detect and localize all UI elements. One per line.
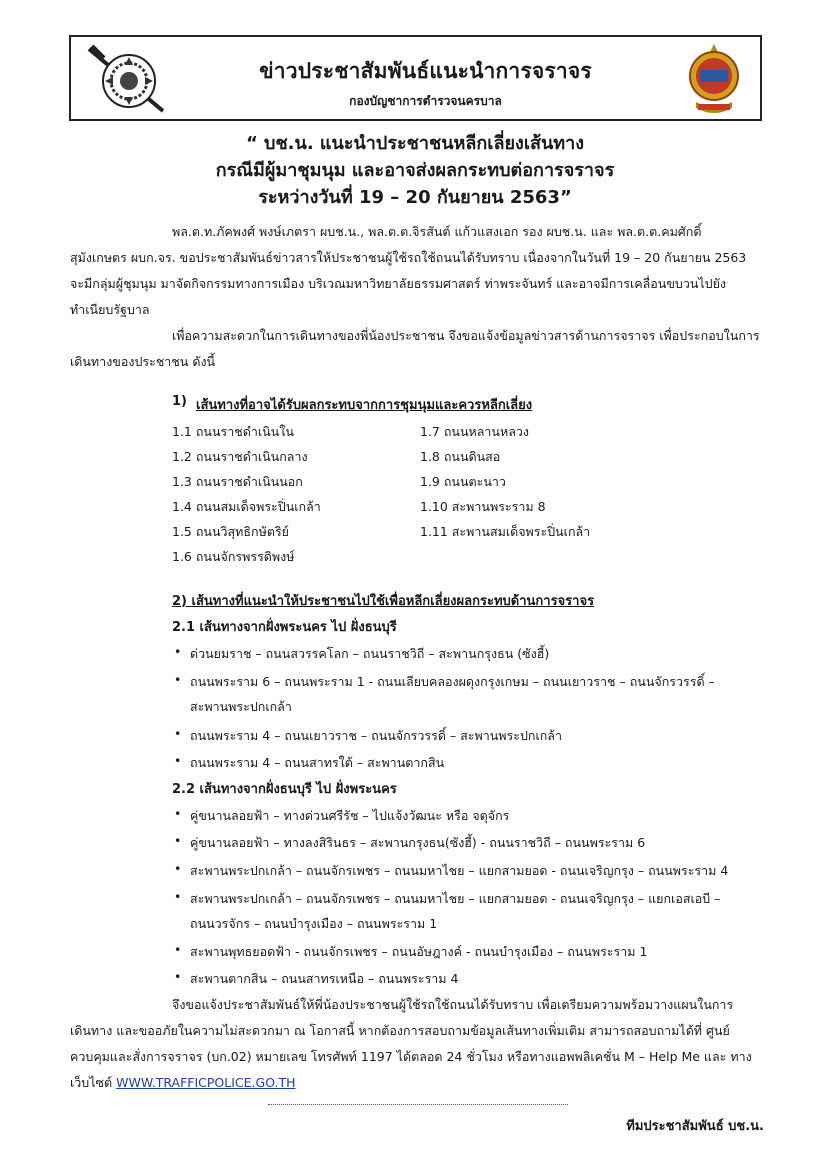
section-2-title: 2) เส้นทางที่แนะนำให้ประชาชนไปใช้เพื่อหลีกเลี่ยงผลกระทบด้านการจราจร <box>172 594 595 609</box>
route-1-4: 1.4 ถนนสมเด็จพระปิ่นเกล้า <box>172 499 321 514</box>
bullet-marker: • <box>174 861 182 876</box>
route-2-1-b: ถนนพระราม 6 – ถนนพระราม 1 - ถนนเลียบคลองผดุงกรุงเกษม – ถนนเยาวราช – ถนนจักรวรรดิ์ – <box>190 674 715 689</box>
bullet-marker: • <box>174 644 182 659</box>
headline-line-3: ระหว่างวันที่ 19 – 20 กันยายน 2563” <box>258 187 572 208</box>
route-2-2-d: สะพานพระปกเกล้า – ถนนจักรเพชร – ถนนมหาไชย – แยกสามยอด - ถนนเจริญกรุง – แยกเอสเอบี – <box>190 891 721 906</box>
route-2-1-c: ถนนพระราม 4 – ถนนเยาวราช – ถนนจักรวรรดิ์ – สะพานพระปกเกล้า <box>190 728 562 743</box>
route-1-2: 1.2 ถนนราชดำเนินกลาง <box>172 449 308 464</box>
route-2-2-f: สะพานตากสิน – ถนนสาทรเหนือ – ถนนพระราม 4 <box>190 971 459 986</box>
bullet-marker: • <box>174 889 182 904</box>
headline-line-1: “ บช.น. แนะนำประชาชนหลีกเลี่ยงเส้นทาง <box>245 133 585 154</box>
purpose-line-1: เพื่อความสะดวกในการเดินทางของพี่น้องประชาชน จึงขอแจ้งข้อมูลข่าวสารด้านการจราจร เพื่อประกอบในการ <box>172 328 760 343</box>
closing-line-2: เดินทาง และขออภัยในความไม่สะดวกมา ณ โอกาสนี้ หากต้องการสอบถามข้อมูลเส้นทางเพิ่มเติม สามารถสอบถามได้ที่ ศูนย์ <box>70 1023 730 1038</box>
bullet-marker: • <box>174 806 182 821</box>
intro-line-4: ทำเนียบรัฐบาล <box>70 302 150 317</box>
website-link[interactable]: WWW.TRAFFICPOLICE.GO.TH <box>116 1075 296 1090</box>
closing-line-3: ควบคุมและสั่งการจราจร (บก.02) หมายเลข โทรศัพท์ 1197 ได้ตลอด 24 ชั่วโมง หรือทางแอพพลิเคชั่น M – Help Me และ ทาง <box>70 1049 752 1064</box>
route-2-2-e: สะพานพุทธยอดฟ้า - ถนนจักรเพชร – ถนนอัษฎางค์ - ถนนบำรุงเมือง – ถนนพระราม 1 <box>190 944 648 959</box>
route-1-6: 1.6 ถนนจักรพรรดิพงษ์ <box>172 549 295 564</box>
route-1-11: 1.11 สะพานสมเด็จพระปิ่นเกล้า <box>420 524 591 539</box>
bullet-marker: • <box>174 672 182 687</box>
route-2-1-d: ถนนพระราม 4 – ถนนสาทรใต้ – สะพานตากสิน <box>190 755 445 770</box>
route-1-3: 1.3 ถนนราชดำเนินนอก <box>172 474 303 489</box>
signature: ทีมประชาสัมพันธ์ บช.น. <box>626 1119 764 1134</box>
bullet-marker: • <box>174 969 182 984</box>
section-1-number: 1) <box>172 394 187 409</box>
route-1-10: 1.10 สะพานพระราม 8 <box>420 499 546 514</box>
intro-line-3: จะมีกลุ่มผู้ชุมนุม มาจัดกิจกรรมทางการเมือง บริเวณมหาวิทยาลัยธรรมศาสตร์ ท่าพระจันทร์ และอาจมีการเคลื่อนขบวนไปยัง <box>70 276 727 291</box>
intro-line-2: สุมังเกษตร ผบก.จร. ขอประชาสัมพันธ์ข่าวสารให้ประชาชนผู้ใช้รถใช้ถนนได้รับทราบ เนื่องจากในวันที่ 19 – 20 กันยายน 2563 <box>70 250 747 265</box>
letterhead <box>69 35 762 121</box>
bullet-marker: • <box>174 942 182 957</box>
intro-line-1: พล.ต.ท.ภัคพงศ์ พงษ์เภตรา ผบช.น., พล.ต.ต.จิรสันต์ แก้วแสงเอก รอง ผบช.น. และ พล.ต.ต.คมศักดิ์ <box>172 224 702 239</box>
purpose-line-2: เดินทางของประชาชน ดังนี้ <box>70 354 216 369</box>
section-2-2-title: 2.2 เส้นทางจากฝั่งธนบุรี ไป ฝั่งพระนคร <box>172 782 397 797</box>
closing-line-1: จึงขอแจ้งประชาสัมพันธ์ให้พี่น้องประชาชนผู้ใช้รถใช้ถนนได้รับทราบ เพื่อเตรียมความพร้อมวางแผนในการ <box>172 997 734 1012</box>
route-1-8: 1.8 ถนนดินสอ <box>420 449 501 464</box>
route-2-2-b: คู่ขนานลอยฟ้า – ทางลงสิรินธร – สะพานกรุงธน(ซังฮี้) - ถนนราชวิถี – ถนนพระราม 6 <box>190 835 646 850</box>
route-2-1-b-cont: สะพานพระปกเกล้า <box>190 699 292 714</box>
route-1-1: 1.1 ถนนราชดำเนินใน <box>172 424 294 439</box>
route-2-2-d-cont: ถนนวรจักร – ถนนบำรุงเมือง – ถนนพระราม 1 <box>190 916 438 931</box>
headline-line-2: กรณีมีผู้มาชุมนุม และอาจส่งผลกระทบต่อการจราจร <box>215 160 615 181</box>
header-subtitle: กองบัญชาการตำรวจนครบาล <box>349 94 502 108</box>
police-emblem-logo <box>85 43 169 115</box>
route-2-2-c: สะพานพระปกเกล้า – ถนนจักรเพชร – ถนนมหาไชย – แยกสามยอด - ถนนเจริญกรุง – ถนนพระราม 4 <box>190 863 729 878</box>
route-2-1-a: ด่วนยมราช – ถนนสวรรคโลก – ถนนราชวิถี – สะพานกรุงธน (ซังฮี้) <box>190 646 550 661</box>
section-1-title: เส้นทางที่อาจได้รับผลกระทบจากการชุมนุมและควรหลีกเลี่ยง <box>196 398 533 413</box>
header-title: ข่าวประชาสัมพันธ์แนะนำการจราจร <box>259 59 592 83</box>
section-2-1-title: 2.1 เส้นทางจากฝั่งพระนคร ไป ฝั่งธนบุรี <box>172 620 397 635</box>
website-prefix: เว็บไซต์ <box>70 1075 113 1090</box>
bullet-marker: • <box>174 753 182 768</box>
metropolitan-police-badge-logo <box>684 42 744 116</box>
route-1-9: 1.9 ถนนตะนาว <box>420 474 506 489</box>
bullet-marker: • <box>174 726 182 741</box>
route-1-5: 1.5 ถนนวิสุทธิกษัตริย์ <box>172 524 289 539</box>
bullet-marker: • <box>174 833 182 848</box>
closing-line-4 <box>70 1073 296 1093</box>
route-2-2-a: คู่ขนานลอยฟ้า – ทางด่วนศรีรัช – ไปแจ้งวัฒนะ หรือ จตุจักร <box>190 808 510 823</box>
divider-dotted <box>268 1104 568 1105</box>
route-1-7: 1.7 ถนนหลานหลวง <box>420 424 529 439</box>
